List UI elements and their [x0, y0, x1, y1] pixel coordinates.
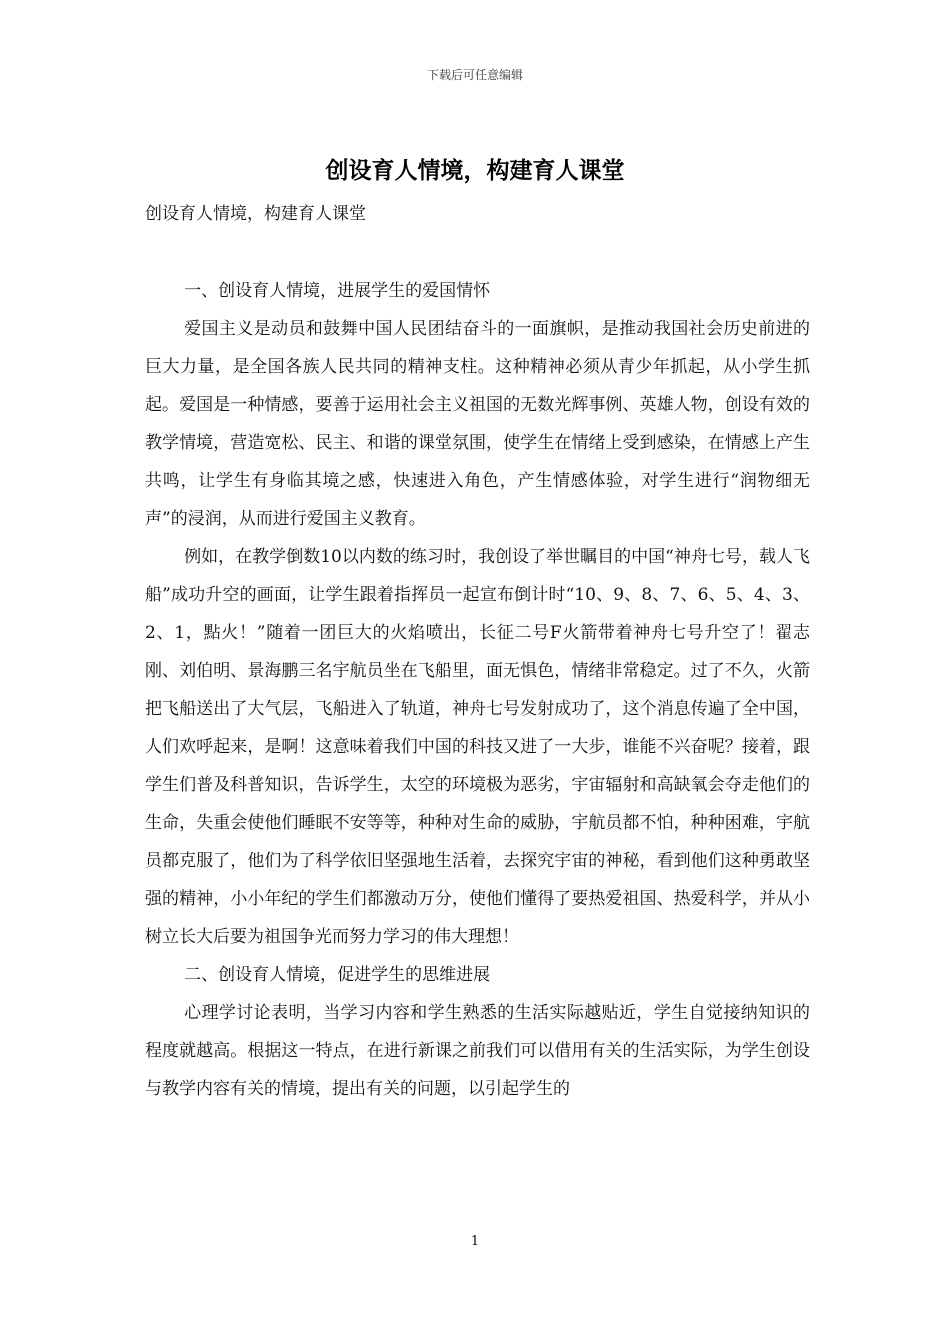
- page-header-note: 下载后可任意编辑: [426, 68, 523, 82]
- document-body: [145, 272, 810, 1108]
- section-heading-1: 一、创设育人情境，进展学生的爱国情怀: [184, 281, 491, 301]
- document-title: 创设育人情境，构建育人课堂: [325, 157, 625, 184]
- body-paragraph: 爱国主义是动员和鼓舞中国人民团结奋斗的一面旗帜，是推动我国社会历史前进的巨大力量，是全国各族人民共同的精神支柱。这种精神必须从青少年抓起，从小学生抓起。爱国是一种情感，要善于运用社会主义祖国的无数光辉事例、英雄人物，创设有效的教学情境，营造宽松、民主、和谐的课堂氛围，使学生在情绪上受到感染，在情感上产生共鸣，让学生有身临其境之感，快速进入角色，产生情感体验，对学生进行“润物细无声”的浸润，从而进行爱国主义教育。: [145, 319, 810, 529]
- body-paragraph: 心理学讨论表明，当学习内容和学生熟悉的生活实际越贴近，学生自觉接纳知识的程度就越高。根据这一特点，在进行新课之前我们可以借用有关的生活实际，为学生创设与教学内容有关的情境，提出有关的问题，以引起学生的: [145, 1003, 810, 1099]
- page-number: 1: [470, 1234, 480, 1249]
- section-heading-2: 二、创设育人情境，促进学生的思维进展: [184, 965, 491, 985]
- body-paragraph: 例如，在教学倒数10以内数的练习时，我创设了举世瞩目的中国“神舟七号，载人飞船”成功升空的画面，让学生跟着指挥员一起宣布倒计时“10、9、8、7、6、5、4、3、2、1，點火！”随着一团巨大的火焰喷出，长征二号F火箭带着神舟七号升空了！翟志刚、刘伯明、景海鹏三名宇航员坐在飞船里，面无惧色，情绪非常稳定。过了不久，火箭把飞船送出了大气层，飞船进入了轨道，神舟七号发射成功了，这个消息传遍了全中国，人们欢呼起来，是啊！这意味着我们中国的科技又进了一大步，谁能不兴奋呢？接着，跟学生们普及科普知识，告诉学生，太空的环境极为恶劣，宇宙辐射和高缺氧会夺走他们的生命，失重会使他们睡眠不安等等，种种对生命的威胁，宇航员都不怕，种种困难，宇航员都克服了，他们为了科学依旧坚强地生活着，去探究宇宙的神秘，看到他们这种勇敢坚强的精神，小小年纪的学生们都激动万分，使他们懂得了要热爱祖国、热爱科学，并从小树立长大后要为祖国争光而努力学习的伟大理想！: [145, 547, 810, 947]
- document-subtitle: 创设育人情境，构建育人课堂: [145, 204, 366, 224]
